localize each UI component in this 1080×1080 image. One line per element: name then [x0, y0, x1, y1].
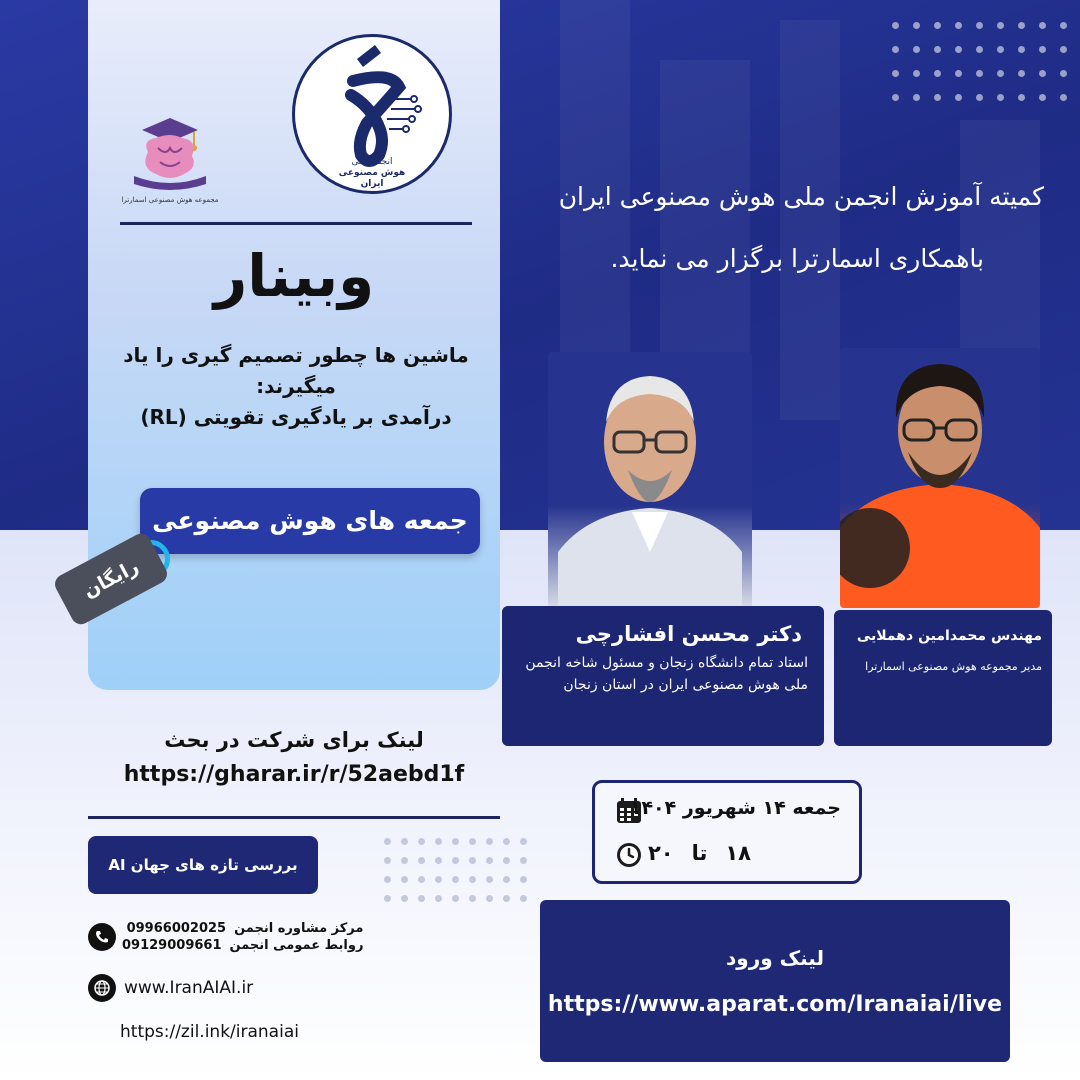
speaker-2-desc: مدیر مجموعه هوش مصنوعی اسمارترا — [865, 660, 1042, 673]
speaker-1-name: دکتر محسن افشارچی — [575, 622, 802, 646]
time-separator: تا — [691, 841, 708, 865]
website-row — [88, 974, 253, 1002]
speaker-2-photo — [840, 348, 1040, 608]
live-link[interactable]: https://www.aparat.com/Iranaiai/live — [547, 992, 1003, 1017]
zil-link[interactable]: https://zil.ink/iranaiai — [120, 1022, 299, 1042]
phone-contacts — [88, 922, 388, 952]
graduation-cap-brain-icon — [122, 112, 218, 194]
discussion-link[interactable]: https://gharar.ir/r/52aebd1f — [123, 762, 465, 787]
divider-top — [120, 222, 472, 225]
ai-news-box: بررسی تازه های جهان AI — [88, 836, 318, 894]
collaboration-line: باهمکاری اسمارترا برگزار می نماید. — [610, 244, 984, 273]
webinar-subtitle — [96, 340, 496, 433]
organizer-line: کمیته آموزش انجمن ملی هوش مصنوعی ایران — [558, 182, 1044, 211]
divider-bottom — [88, 816, 500, 819]
live-link-box — [540, 900, 1010, 1062]
consult-contact — [122, 921, 363, 936]
phone-icon — [88, 923, 116, 951]
smartra-logo — [122, 112, 218, 212]
consult-label: مرکز مشاوره انجمن — [234, 921, 364, 936]
person-silhouette-icon — [548, 352, 752, 608]
event-time — [648, 841, 751, 865]
time-from: ۱۸ — [725, 841, 751, 865]
smartra-caption: مجموعه هوش مصنوعی اسمارترا — [121, 196, 219, 204]
webinar-title: وبینار — [213, 242, 375, 310]
association-logo — [292, 34, 452, 194]
subtitle-line2: درآمدی بر یادگیری تقویتی (RL) — [140, 405, 452, 429]
series-badge: جمعه های هوش مصنوعی — [140, 488, 480, 554]
pr-phone[interactable]: 09129009661 — [122, 938, 222, 953]
subtitle-line1: ماشین ها چطور تصمیم گیری را یاد میگیرند: — [123, 343, 469, 398]
free-price-tag: رایگان — [52, 530, 171, 627]
event-date: جمعه ۱۴ شهریور ۱۴۰۴ — [629, 797, 841, 819]
speaker-1-photo — [548, 352, 752, 608]
speaker-2-card — [834, 610, 1052, 746]
live-link-label: لینک ورود — [726, 946, 824, 970]
pr-label: روابط عمومی انجمن — [229, 938, 364, 953]
pr-contact — [122, 938, 363, 953]
person-silhouette-icon — [840, 348, 1040, 608]
globe-icon — [88, 974, 116, 1002]
website-link[interactable]: www.IranAIAI.ir — [124, 978, 254, 998]
schedule-box — [592, 780, 862, 884]
building-silhouette — [780, 20, 840, 420]
time-to: ۲۰ — [647, 841, 674, 865]
logo-text-line2: هوش مصنوعی ایران — [338, 167, 406, 189]
speaker-2-name: مهندس محمدامین دهملایی — [856, 628, 1042, 644]
dot-pattern-bottom — [384, 838, 527, 902]
consult-phone[interactable]: 09966002025 — [126, 921, 227, 936]
discussion-link-label: لینک برای شرکت در بحث — [164, 728, 424, 752]
logo-text-line1: انجمن ملی — [351, 157, 393, 167]
clock-icon — [615, 841, 643, 873]
speaker-1-desc: استاد تمام دانشگاه زنجان و مسئول شاخه انجمن ملی هوش مصنوعی ایران در استان زنجان — [525, 655, 808, 694]
speaker-1-card — [502, 606, 824, 746]
dot-pattern-top — [892, 22, 1067, 101]
